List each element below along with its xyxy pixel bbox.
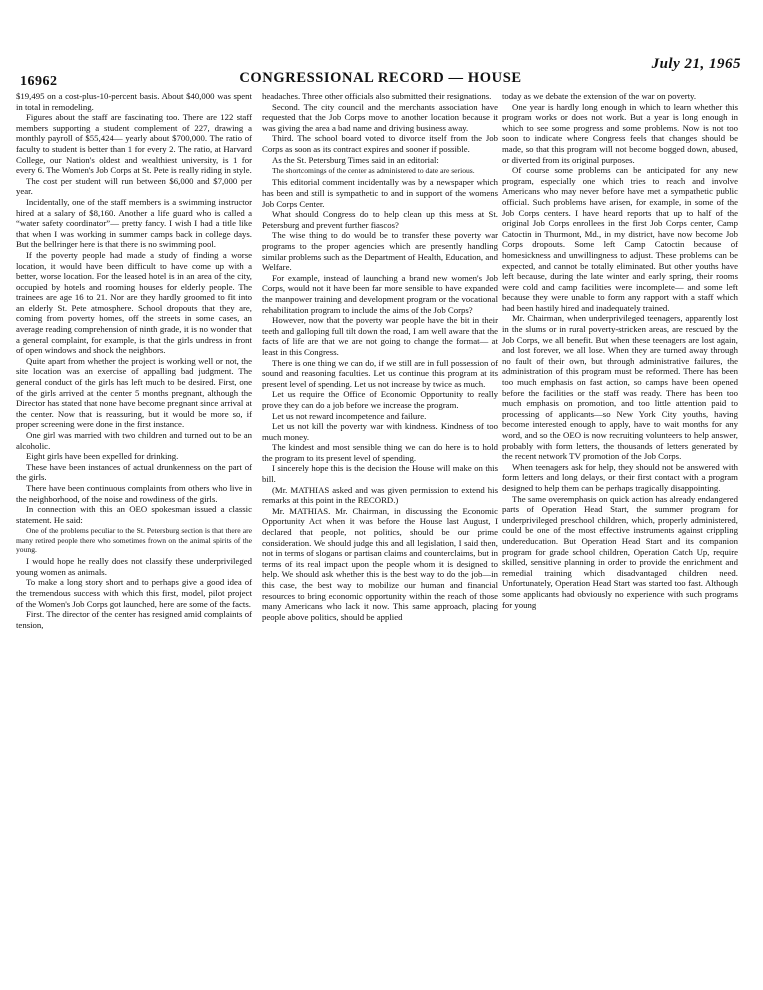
paragraph: I sincerely hope this is the decision the House will make on this bill. (262, 463, 498, 485)
paragraph: Mr. MATHIAS. Mr. Chairman, in discussing the Economic Opportunity Act when it was before the House last August, I declared that people, not politics, should be our prime consideration. We should judge this and all legislation, I said then, not in terms of slogans or partisan claims and counterclaims, but in terms of its real impact upon the people whom it is designed to help. We should ask whether this is the best way to do the job—in this case, the best way to mobilize our human and financial resources to bring economic opportunity within the reach of those many Americans who lack it now. This same approach, placing people above politics, should be applied (262, 505, 498, 622)
paragraph: today as we debate the extension of the war on poverty. (502, 91, 697, 101)
paragraph: What should Congress do to help clean up this mess at St. Petersburg and prevent further fiascos? (262, 209, 498, 230)
paragraph: headaches. Three other officials also submitted their resignations. (262, 91, 492, 101)
paragraph: (Mr. MATHIAS asked and was given permission to extend his remarks at this point in the RECORD.) (262, 484, 498, 506)
paragraph: However, now that the poverty war people have the bit in their teeth and galloping full tilt down the road, I am well aware that the facts of life are that we are not going to change the format— at least in this Congress. (262, 315, 498, 357)
paragraph: Third. The school board voted to divorce itself from the Job Corps as soon as its contract expires and sooner if possible. (262, 133, 498, 154)
paragraph: In connection with this an OEO spokesman issued a classic statement. He said: (16, 504, 252, 525)
paragraph: Let us not kill the poverty war with kindness. Kindness of too much money. (262, 421, 498, 442)
paragraph: One girl was married with two children and turned out to be an alcoholic. (16, 430, 252, 451)
paragraph: When teenagers ask for help, they should not be answered with form letters and long delays, or their first contact with a program designed to help them can be perhaps tragically disappointing. (502, 461, 738, 493)
paragraph: These have been instances of actual drunkenness on the part of the girls. (16, 461, 252, 483)
paragraph: Let us not reward incompetence and failure. (272, 410, 427, 421)
paragraph: One of the problems peculiar to the St. Petersburg section is that there are many retired people there who sometimes frown on the animal spirits of the young. (16, 526, 252, 554)
paragraph: Second. The city council and the merchants association have requested that the Job Corps move to another location because it was giving the area a bad name and driving business away. (262, 101, 498, 133)
paragraph: The cost per student will run between $6,000 and $7,000 per year. (16, 175, 252, 197)
publication-date: July 21, 1965 (651, 56, 741, 72)
paragraph: $19,495 on a cost-plus-10-percent basis. About $40,000 was spent in total in remodeling. (16, 91, 252, 112)
page-number: 16962 (20, 74, 58, 89)
text-column-left (16, 91, 252, 630)
text-column-right (502, 91, 738, 610)
paragraph: First. The director of the center has resigned amid complaints of tension, (16, 609, 252, 630)
paragraph: The same overemphasis on quick action has already endangered parts of Operation Head Start, the summer program for underprivileged preschool children, which, properly administered, could be one of the most effective instruments against crippling undereducation. But Operation Head Start and its companion program for grade school children, Operation Catch Up, require skilled, sensitive planning in order to provide the enrichment and remedial training which disadvantaged children need. Unfortunately, Operation Head Start was started too fast. Although some applicants had obviously no experience with such programs for young (502, 493, 738, 610)
paragraph: Incidentally, one of the staff members is a swimming instructor hired at a salary of $8,160. Another a life guard who is called a “water safety coordinator”— pretty fancy. I wish I had a title like that when I was working in summer camps back in college days. But the bellringer here is that there is no swimming pool. (16, 196, 252, 250)
paragraph: Let us require the Office of Economic Opportunity to really prove they can do a job before we increase the program. (262, 389, 498, 410)
publication-title: CONGRESSIONAL RECORD — HOUSE (239, 70, 522, 86)
paragraph: The shortcomings of the center as administered to date are serious. (272, 166, 475, 176)
paragraph: The kindest and most sensible thing we can do here is to hold the program to its present level of spending. (262, 442, 498, 463)
paragraph: Figures about the staff are fascinating too. There are 122 staff members supporting a student complement of 227, drawing a monthly payroll of $55,424— yearly about $700,000. The ratio of faculty to student is better than 1 for every 2. The ratio, at Harvard College, our Nation's oldest and wealthiest university, is 1 for every 6. The Women's Job Corps at St. Pete is really riding in style. (16, 112, 252, 176)
paragraph: There have been continuous complaints from others who live in the neighborhood, of the noise and rowdiness of the girls. (16, 482, 252, 504)
paragraph: Eight girls have been expelled for drinking. (26, 451, 179, 462)
paragraph: Of course some problems can be anticipated for any new program, especially one which tries to reach and involve Americans who may never before have met a sympathetic public official. Such problems have arisen, for example, in some of the Job Corps centers. I have heard reports that up to half of the original Job Corps enrollees in the first Job Corps center, Camp Catoctin in Thurmont, Md., in my district, have now become Job Corps dropouts. Some left Camp Catoctin because of homesickness and unwillingness to adjust. These problems can be expected, and cannot be totally eliminated. But other youths have left because, during the late winter and early spring, their rooms were cold and camp facilities were incomplete— and some left because they were unable to form any rapport with a staff which had been hastily hired and inadequately trained. (502, 165, 738, 313)
paragraph: As the St. Petersburg Times said in an editorial: (272, 154, 439, 165)
paragraph: I would hope he really does not classify these underprivileged young women as animals. (16, 556, 252, 577)
paragraph: To make a long story short and to perhaps give a good idea of the tremendous success with which this first, model, pilot project of the Women's Job Corps got launched, here are some of the facts. (16, 577, 252, 609)
paragraph: The wise thing to do would be to transfer these poverty war programs to the proper agencies which are presently handling similar problems such as the Department of Health, Education, and Welfare. (262, 230, 498, 273)
paragraph: Mr. Chairman, when underprivileged teenagers, apparently lost in the slums or in rural poverty-stricken areas, are rescued by the Job Corps, we all benefit. But when these teenagers are lost again, and lost forever, we all lose. When they are turned away through no fault of their own, but through administrative failures, the administration of this program must be reformed. There has been too much emphasis on fast action, so camps have been opened before the facilities or the staff was ready. There has been too much emphasis on promotion, and too little attention paid to processing of applicants—so New York City youths, having become interested enough to apply, have to wait months for any word, and so the OEO is now recruiting volunteers to help answer, probably with form letters, the thousands of letters generated by the recent network TV promotion of the Job Corps. (502, 313, 738, 462)
paragraph: One year is hardly long enough in which to learn whether this program works or does not work. But a year is long enough in which to see some progress and some problems. Now is not too soon to indicate where Congress feels that changes should be made, so that this program will not become bogged down, abused, or diverted from its original purposes. (502, 101, 738, 165)
page-header (18, 56, 743, 89)
paragraph: There is one thing we can do, if we still are in full possession of sound and reasoning faculties. Let us continue this program at its present level of spending. Let us not increase by twice as much. (262, 357, 498, 389)
text-column-middle (262, 91, 498, 622)
paragraph: For example, instead of launching a brand new women's Job Corps, would not it have been far more sensible to have expanded the manpower training and development program or the vocational rehabilitation program to include the aims of the Job Corps? (262, 272, 498, 315)
paragraph: Quite apart from whether the project is working well or not, the site location was an exercise of appalling bad judgment. The general conduct of the girls has left much to be desired. First, one of the girls arrived at the center 5 months pregnant, although the Director has stated that none have become pregnant since arrival at the center. Now that is reassuring, but it would be more so, if proper screening were done in the first instance. (16, 355, 252, 430)
paragraph: If the poverty people had made a study of finding a worse location, it would have been difficult to have come up with a better, worse location. For the leased hotel is in an area of the city, occupied by hotels and rooming houses for elderly people. The trainees are age 16 to 21. Nor are they hardly groomed to fit into an elderly St. Pete atmosphere. School dropouts that they are, coming from poverty homes, off the streets in some cases, an average reading comprehension of ninth grade, it is no wonder that a general complaint, for example, is that the girls undress in front of open windows and shock the neighbors. (16, 249, 252, 356)
paragraph: This editorial comment incidentally was by a newspaper which has been and still is sympathetic to and in support of the womens Job Corps Center. (262, 177, 498, 209)
